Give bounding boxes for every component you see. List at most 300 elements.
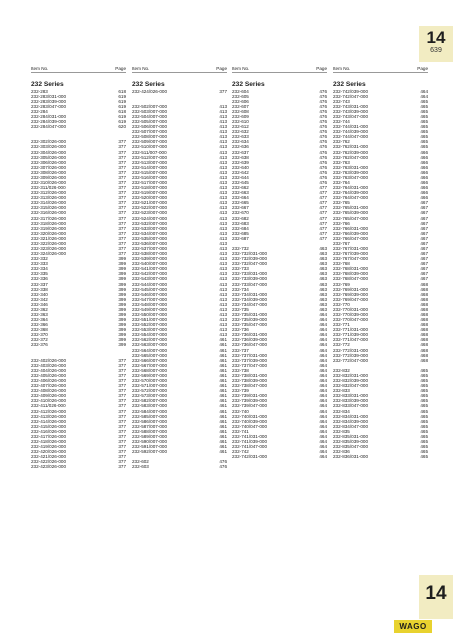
item-number: 232-763/039-000	[333, 169, 368, 175]
page-reference: 620	[118, 124, 126, 130]
page-reference: 467	[420, 205, 428, 211]
item-number: 232-733/047-000	[232, 281, 267, 287]
item-number: 232-769/031-000	[333, 286, 368, 292]
page-reference: 377	[118, 459, 126, 465]
page-reference: 477	[319, 190, 327, 196]
item-number: 232-766	[333, 220, 350, 226]
page-reference: 377	[118, 215, 126, 221]
item-number: 232-419/026-000	[31, 444, 66, 450]
item-number: 232-833/031-000	[333, 393, 368, 399]
item-number: 232-772	[333, 342, 350, 348]
item-number: 232-573/007-000	[132, 393, 167, 399]
item-number: 232-740/039-000	[232, 418, 267, 424]
item-number: 232-772/039-000	[333, 352, 368, 358]
item-number: 232-307/026-000	[31, 164, 66, 170]
item-number: 232-605	[232, 93, 249, 99]
page-reference: 413	[219, 276, 227, 282]
item-number: 232-340	[31, 291, 48, 297]
item-number: 232-552/007-000	[132, 322, 167, 328]
page-reference: 463	[319, 281, 327, 287]
item-number: 232-644	[232, 174, 249, 180]
page-reference: 413	[219, 322, 227, 328]
item-number: 232-771/031-000	[333, 327, 368, 333]
item-number: 232-551/007-000	[132, 317, 167, 323]
page-reference: 377	[118, 388, 126, 394]
page-reference: 413	[219, 317, 227, 323]
item-number: 232-684	[232, 225, 249, 231]
item-number: 232-736/031-000	[232, 332, 267, 338]
page-reference: 476	[319, 98, 327, 104]
item-number: 232-765/047-000	[333, 215, 368, 221]
page-reference: 463	[319, 306, 327, 312]
item-number: 232-541/007-000	[132, 266, 167, 272]
page-reference: 413	[219, 296, 227, 302]
page-reference: 464	[319, 332, 327, 338]
page-reference: 464	[319, 342, 327, 348]
page-reference: 467	[420, 225, 428, 231]
page-reference: 413	[219, 134, 227, 140]
item-number: 232-835/047-000	[333, 444, 368, 450]
page-reference: 377	[118, 378, 126, 384]
item-number: 232-421/026-000	[31, 454, 66, 460]
item-number: 232-733/039-000	[232, 276, 267, 282]
page-reference: 464	[319, 428, 327, 434]
item-number: 232-765/031-000	[333, 205, 368, 211]
page-reference: 413	[219, 246, 227, 251]
item-number: 232-549/007-000	[132, 306, 167, 312]
item-number: 232-314/026-000	[31, 200, 66, 206]
chapter-number-bottom: 14	[425, 583, 447, 604]
page-reference: 413	[219, 271, 227, 277]
page-reference: 476	[319, 119, 327, 125]
item-number: 232-736	[232, 327, 249, 333]
page-reference: 461	[219, 413, 227, 419]
item-number: 232-735	[232, 306, 249, 312]
index-row	[232, 454, 327, 459]
index-column-2	[132, 66, 227, 469]
index-row	[132, 464, 227, 469]
item-number: 232-346	[31, 301, 48, 307]
page-reference: 468	[420, 286, 428, 292]
item-number: 232-663	[232, 190, 249, 196]
item-number: 232-553/007-000	[132, 327, 167, 333]
page-reference: 464	[420, 88, 428, 94]
item-number: 232-737	[232, 347, 249, 353]
item-number: 232-569/007-000	[132, 372, 167, 378]
item-number: 232-592/007-000	[132, 449, 167, 455]
item-number: 232-742/039-000	[333, 88, 368, 94]
page-reference: 461	[219, 444, 227, 450]
page-reference: 477	[319, 235, 327, 241]
page-reference: 465	[420, 103, 428, 109]
page-reference: 377	[118, 433, 126, 439]
item-number: 232-664	[232, 195, 249, 201]
item-number: 232-582/007-000	[132, 398, 167, 404]
item-number: 232-534/007-000	[132, 230, 167, 236]
item-number: 232-767/031-000	[333, 246, 368, 251]
item-number: 232-640	[232, 164, 249, 170]
page-reference: 619	[118, 103, 126, 109]
page-reference: 476	[319, 88, 327, 94]
page-reference: 461	[219, 367, 227, 373]
item-number: 232-739/039-000	[232, 398, 267, 404]
page-reference: 377	[118, 159, 126, 165]
page-reference: 413	[219, 251, 227, 257]
item-number: 232-833/047-000	[333, 403, 368, 409]
page-reference: 619	[118, 119, 126, 125]
page-reference: 413	[219, 185, 227, 191]
page-reference: 461	[219, 418, 227, 424]
page-reference: 377	[118, 413, 126, 419]
chapter-tab-bottom	[419, 575, 453, 619]
page-reference: 467	[420, 200, 428, 206]
index-row	[31, 464, 126, 469]
page-reference: 463	[319, 261, 327, 267]
item-number: 232-408/026-000	[31, 388, 66, 394]
page-reference: 377	[118, 444, 126, 450]
item-number: 232-509/007-000	[132, 139, 167, 145]
item-number: 232-765	[333, 200, 350, 206]
item-number: 232-415/026-000	[31, 423, 66, 429]
item-number: 232-284/039-000	[31, 119, 66, 125]
item-number: 232-543/007-000	[132, 276, 167, 282]
page-reference: 377	[118, 357, 126, 363]
item-number: 232-413/026-000	[31, 413, 66, 419]
page-reference: 464	[319, 337, 327, 343]
page-reference: 468	[420, 301, 428, 307]
page-reference: 413	[219, 235, 227, 241]
item-number: 232-604	[232, 88, 249, 94]
page-reference: 399	[118, 322, 126, 328]
page-reference: 619	[118, 98, 126, 104]
item-number: 232-318/026-000	[31, 220, 66, 226]
item-number: 232-763	[333, 159, 350, 165]
item-number: 232-586/007-000	[132, 418, 167, 424]
item-number: 232-634	[232, 139, 249, 145]
page-reference: 464	[319, 413, 327, 419]
item-number: 232-667	[232, 205, 249, 211]
page-reference: 461	[219, 372, 227, 378]
page-reference: 476	[219, 464, 227, 470]
page-reference: 468	[420, 342, 428, 348]
page-reference: 468	[420, 332, 428, 338]
page-reference: 464	[319, 362, 327, 368]
page-reference: 467	[420, 235, 428, 241]
page-reference: 468	[420, 347, 428, 353]
item-number: 232-737/031-000	[232, 352, 267, 358]
item-number: 232-608	[232, 108, 249, 114]
page-reference: 377	[118, 220, 126, 226]
page-reference: 465	[420, 423, 428, 429]
item-number: 232-554/007-000	[132, 332, 167, 338]
page-reference: 619	[118, 93, 126, 99]
page-reference: 464	[319, 367, 327, 373]
page-reference: 377	[118, 418, 126, 424]
page-reference: 399	[118, 286, 126, 292]
page-reference: 465	[420, 449, 428, 455]
page-reference: 463	[319, 251, 327, 257]
item-number: 232-835/039-000	[333, 438, 368, 444]
page-reference: 467	[420, 266, 428, 272]
index-column-1	[31, 66, 126, 469]
page-reference: 465	[420, 367, 428, 373]
item-number: 232-337	[31, 281, 48, 287]
item-number: 232-309/026-000	[31, 174, 66, 180]
item-number: 232-587/007-000	[132, 423, 167, 429]
page-reference: 465	[420, 378, 428, 384]
item-number: 232-732	[232, 246, 249, 251]
item-number: 232-834/039-000	[333, 418, 368, 424]
item-number: 232-567/007-000	[132, 362, 167, 368]
item-number: 232-832	[333, 367, 350, 373]
item-number: 232-768/031-000	[333, 266, 368, 272]
page-reference: 413	[219, 327, 227, 333]
page-reference: 399	[118, 266, 126, 272]
item-number: 232-306/026-000	[31, 159, 66, 165]
page-reference: 413	[219, 139, 227, 145]
page-reference: 464	[319, 433, 327, 439]
item-number: 232-516/007-000	[132, 174, 167, 180]
item-number: 232-738/039-000	[232, 378, 267, 384]
page-reference: 476	[319, 139, 327, 145]
index-column-4	[333, 66, 428, 459]
item-number: 232-638	[232, 154, 249, 160]
item-number: 232-645	[232, 179, 249, 185]
item-number: 232-414/026-000	[31, 418, 66, 424]
page-reference: 413	[219, 301, 227, 307]
chapter-number: 14	[426, 28, 446, 47]
page-reference: 466	[420, 159, 428, 165]
page-reference: 463	[319, 266, 327, 272]
page-reference: 413	[219, 190, 227, 196]
page-reference: 464	[319, 398, 327, 404]
item-number: 232-520/007-000	[132, 195, 167, 201]
page-reference: 468	[420, 296, 428, 302]
item-number: 232-512/007-000	[132, 154, 167, 160]
page-reference: 467	[420, 220, 428, 226]
page-reference: 413	[219, 281, 227, 287]
item-number: 232-767/039-000	[333, 251, 368, 257]
page-reference: 377	[118, 408, 126, 414]
page-reference: 468	[420, 337, 428, 343]
item-number: 232-609	[232, 113, 249, 119]
item-number: 232-411/026-000	[31, 403, 66, 409]
item-number: 232-766/031-000	[333, 225, 368, 231]
page-reference: 467	[420, 256, 428, 262]
item-number: 232-735/031-000	[232, 312, 267, 318]
page-reference: 463	[319, 291, 327, 297]
item-number: 232-319/026-000	[31, 225, 66, 231]
series-title: 232 Series	[232, 81, 265, 89]
page-reference: 461	[219, 433, 227, 439]
page-reference: 413	[219, 312, 227, 318]
item-number: 232-372	[31, 337, 48, 343]
page-reference: 377	[118, 179, 126, 185]
page-reference: 413	[219, 149, 227, 155]
page-reference: 377	[118, 246, 126, 251]
item-number: 232-834/031-000	[333, 413, 368, 419]
item-number: 232-533/007-000	[132, 225, 167, 231]
page-reference: 476	[319, 124, 327, 130]
page-reference: 399	[118, 337, 126, 343]
item-number: 232-584/007-000	[132, 408, 167, 414]
item-number: 232-732/047-000	[232, 261, 267, 267]
item-number: 232-283/031-000	[31, 93, 66, 99]
item-number: 232-540/007-000	[132, 261, 167, 267]
item-number: 232-505/007-000	[132, 119, 167, 125]
page-reference: 377	[118, 438, 126, 444]
item-number: 232-562/007-000	[132, 337, 167, 343]
page-reference: 377	[118, 210, 126, 216]
item-number: 232-637	[232, 149, 249, 155]
item-number: 232-737/047-000	[232, 362, 267, 368]
item-number: 232-772/047-000	[333, 357, 368, 363]
column-header	[132, 66, 227, 73]
item-number: 232-521/007-000	[132, 200, 167, 206]
page-reference: 413	[219, 169, 227, 175]
page-reference: 377	[118, 428, 126, 434]
item-number: 232-636	[232, 144, 249, 150]
page-reference: 464	[319, 449, 327, 455]
column-header	[333, 66, 428, 73]
page-reference: 413	[219, 240, 227, 246]
page-reference: 377	[118, 372, 126, 378]
page-reference: 461	[219, 393, 227, 399]
page-reference: 461	[219, 423, 227, 429]
item-number: 232-368	[31, 327, 48, 333]
page-reference: 468	[420, 352, 428, 358]
item-number: 232-515/007-000	[132, 169, 167, 175]
item-number: 232-768/039-000	[333, 271, 368, 277]
page-reference: 461	[219, 342, 227, 348]
page-reference: 466	[420, 174, 428, 180]
item-number: 232-317/026-000	[31, 215, 66, 221]
item-number: 232-764/047-000	[333, 195, 368, 201]
item-number: 232-320/026-000	[31, 230, 66, 236]
page-number: 639	[430, 47, 442, 54]
item-number: 232-762/047-000	[333, 154, 368, 160]
item-number: 232-366	[31, 322, 48, 328]
page-reference: 466	[420, 169, 428, 175]
page-reference: 399	[118, 342, 126, 348]
item-number: 232-836	[333, 449, 350, 455]
page-reference: 399	[118, 306, 126, 312]
item-number: 232-363	[31, 312, 48, 318]
page-reference: 465	[420, 454, 428, 460]
page-reference: 464	[319, 403, 327, 409]
item-number: 232-762/039-000	[333, 149, 368, 155]
page-reference: 377	[118, 398, 126, 404]
page-reference: 377	[118, 393, 126, 399]
item-number: 232-743/031-000	[333, 103, 368, 109]
page-reference: 465	[420, 408, 428, 414]
page-reference: 465	[420, 403, 428, 409]
item-number: 232-409/026-000	[31, 393, 66, 399]
page-reference: 413	[219, 200, 227, 206]
item-number: 232-770/039-000	[333, 312, 368, 318]
page-reference: 477	[319, 220, 327, 226]
page-reference: 465	[420, 113, 428, 119]
page-reference: 465	[420, 383, 428, 389]
page-reference: 467	[420, 271, 428, 277]
page-reference: 413	[219, 195, 227, 201]
page-reference: 377	[118, 144, 126, 150]
page-reference: 399	[118, 301, 126, 307]
page-reference: 461	[219, 438, 227, 444]
item-number: 232-519/007-000	[132, 190, 167, 196]
item-number: 232-311/026-000	[31, 185, 66, 191]
item-number: 232-284/047-000	[31, 124, 66, 130]
item-number: 232-733/031-000	[232, 271, 267, 277]
item-number: 232-734/047-000	[232, 301, 267, 307]
page-reference: 464	[319, 312, 327, 318]
page-reference: 377	[118, 174, 126, 180]
item-number: 232-833	[333, 388, 350, 394]
item-number: 232-770/047-000	[333, 317, 368, 323]
item-number: 232-734	[232, 286, 249, 292]
page-reference: 413	[219, 108, 227, 114]
page-reference: 618	[118, 88, 126, 94]
page-reference: 464	[319, 352, 327, 358]
item-number: 232-302/026-000	[31, 139, 66, 145]
page-reference: 466	[420, 190, 428, 196]
item-number: 232-334	[31, 266, 48, 272]
item-number: 232-772/031-000	[333, 347, 368, 353]
page-reference: 466	[420, 179, 428, 185]
page-reference: 467	[420, 240, 428, 246]
item-number: 232-417/026-000	[31, 433, 66, 439]
page-reference: 399	[118, 291, 126, 297]
page-reference: 465	[420, 124, 428, 130]
item-number: 232-734/031-000	[232, 291, 267, 297]
item-number: 232-768	[333, 261, 350, 267]
item-number: 232-767/047-000	[333, 256, 368, 262]
page-reference: 476	[319, 149, 327, 155]
item-number: 232-566/007-000	[132, 357, 167, 363]
item-number: 232-744/031-000	[333, 124, 368, 130]
index-row	[333, 454, 428, 459]
item-number: 232-536/007-000	[132, 240, 167, 246]
page-reference: 413	[219, 220, 227, 226]
item-number: 232-342	[31, 296, 48, 302]
page-reference: 413	[219, 103, 227, 109]
page-reference: 477	[319, 195, 327, 201]
page-reference: 464	[319, 372, 327, 378]
page-reference: 476	[319, 179, 327, 185]
item-number: 232-324/026-000	[31, 251, 66, 257]
item-number: 232-404/026-000	[31, 367, 66, 373]
item-number: 232-418/026-000	[31, 438, 66, 444]
page-reference: 377	[118, 230, 126, 236]
item-number: 232-420/026-000	[31, 449, 66, 455]
page-reference: 476	[319, 108, 327, 114]
page-reference: 467	[420, 246, 428, 251]
page-reference: 465	[420, 398, 428, 404]
page-reference: 467	[420, 276, 428, 282]
page-reference: 463	[319, 296, 327, 302]
page-reference: 377	[118, 195, 126, 201]
page-reference: 461	[219, 449, 227, 455]
page-reference: 465	[420, 144, 428, 150]
item-number: 232-743/039-000	[333, 108, 368, 114]
item-number: 232-303/026-000	[31, 144, 66, 150]
page-reference: 468	[420, 357, 428, 363]
page-reference: 464	[319, 327, 327, 333]
page-reference: 399	[118, 296, 126, 302]
item-number: 232-284	[31, 108, 48, 114]
item-number: 232-405/026-000	[31, 372, 66, 378]
page-reference: 413	[219, 261, 227, 267]
